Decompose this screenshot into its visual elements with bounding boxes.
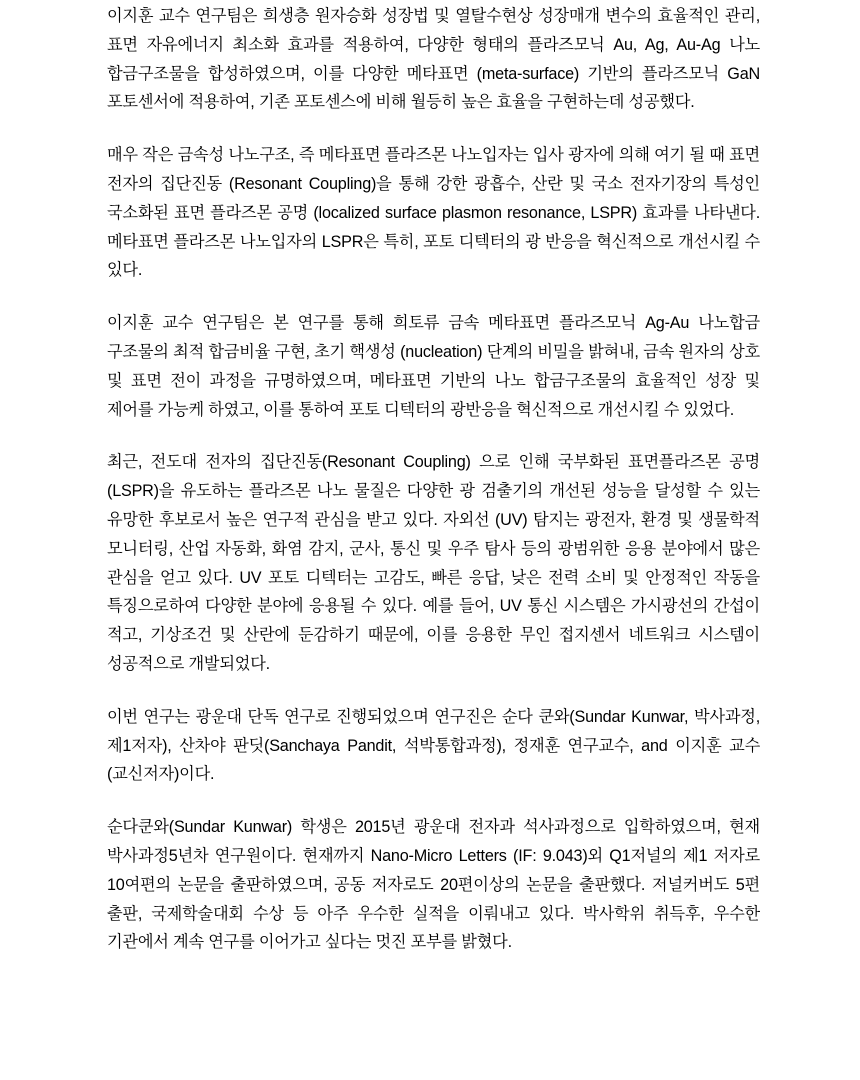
paragraph-research-team: 이번 연구는 광운대 단독 연구로 진행되었으며 연구진은 순다 쿤와(Sundar Kunwar, 박사과정, 제1저자), 산차야 판딧(Sanchaya Pandit, 석박통합과정), 정재훈 연구교수, and 이지훈 교수(교신저자)이다. (107, 707, 760, 784)
paragraph-first-author-profile: 순다쿤와(Sundar Kunwar) 학생은 2015년 광운대 전자과 석사과정으로 입학하였으며, 현재 박사과정5년차 연구원이다. 현재까지 Nano-Micro Letters (IF: 9.043)외 Q1저널의 제1 저자로 10여편의 논문을 출판하였으며, 공동 저자로도 20편이상의 논문을 출판했다. 저널커버도 5편 출판, 국제학술대회 수상 등 아주 우수한 실적을 이뤄내고 있다. 박사학위 취득후, 우수한 기관에서 계속 연구를 이어가고 싶다는 멋진 포부를 밝혔다. (107, 818, 760, 952)
paragraph-lspr-explanation: 매우 작은 금속성 나노구조, 즉 메타표면 플라즈몬 나노입자는 입사 광자에 의해 여기 될 때 표면 전자의 집단진동 (Resonant Coupling)을 통해 강한 광흡수, 산란 및 국소 전자기장의 특성인 국소화된 표면 플라즈몬 공명 (localized surface plasmon resonance, LSPR) 효과를 나타낸다. 메타표면 플라즈몬 나노입자의 LSPR은 특히, 포토 디텍터의 광 반응을 혁신적으로 개선시킬 수 있다. (107, 146, 760, 280)
paragraph-alloy-findings: 이지훈 교수 연구팀은 본 연구를 통해 희토류 금속 메타표면 플라즈모닉 Ag-Au 나노합금 구조물의 최적 합금비율 구현, 초기 핵생성 (nucleation) 단계의 비밀을 밝혀내, 금속 원자의 상호 및 표면 전이 과정을 규명하였으며, 메타표면 기반의 나노 합금구조물의 효율적인 성장 및 제어를 가능케 하였고, 이를 통하여 포토 디텍터의 광반응을 혁신적으로 개선시킬 수 있었다. (107, 314, 760, 419)
paragraph-uv-detection-background: 최근, 전도대 전자의 집단진동(Resonant Coupling) 으로 인해 국부화된 표면플라즈몬 공명 (LSPR)을 유도하는 플라즈몬 나노 물질은 다양한 광 검출기의 개선된 성능을 달성할 수 있는 유망한 후보로서 높은 연구적 관심을 받고 있다. 자외선 (UV) 탐지는 광전자, 환경 및 생물학적 모니터링, 산업 자동화, 화염 감지, 군사, 통신 및 우주 탐사 등의 광범위한 응용 분야에서 많은 관심을 얻고 있다. UV 포토 디텍터는 고감도, 빠른 응답, 낮은 전력 소비 및 안정적인 작동을 특징으로하여 다양한 분야에 응용될 수 있다. 예를 들어, UV 통신 시스템은 가시광선의 간섭이 적고, 기상조건 및 산란에 둔감하기 때문에, 이를 응용한 무인 접지센서 네트워크 시스템이 성공적으로 개발되었다. (107, 453, 760, 673)
paragraph-research-summary: 이지훈 교수 연구팀은 희생층 원자승화 성장법 및 열탈수현상 성장매개 변수의 효율적인 관리, 표면 자유에너지 최소화 효과를 적용하여, 다양한 형태의 플라즈모닉 Au, Ag, Au-Ag 나노 합금구조물을 합성하였으며, 이를 다양한 메타표면 (meta-surface) 기반의 플라즈모닉 GaN 포토센서에 적용하여, 기존 포토센스에 비해 월등히 높은 효율을 구현하는데 성공했다. (107, 7, 760, 112)
